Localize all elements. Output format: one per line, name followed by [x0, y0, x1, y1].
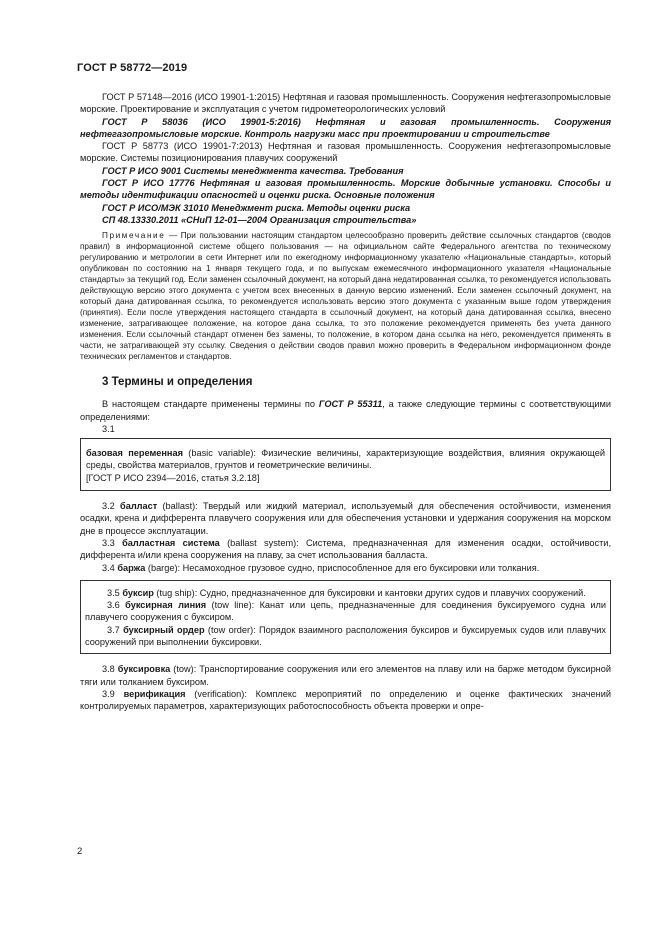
- term-3-4: 3.4 баржа (barge): Несамоходное грузовое судно, приспособленное для его буксировки или толкания.: [102, 562, 540, 573]
- term-name: буксировка: [117, 664, 171, 675]
- page-number: 2: [77, 846, 83, 857]
- reference-gost-58773: ГОСТ Р 58773 (ИСО 19901-7:2013) Нефтяная и газовая промышленность. Сооружения нефтегазопромысловые морские. Системы позиционирования плавучих сооружений: [80, 141, 611, 164]
- reference-gost-57148: ГОСТ Р 57148—2016 (ИСО 19901-1:2015) Нефтяная и газовая промышленность. Сооружения нефтегазопромысловые морские. Проектирование и эксплуатация с учетом гидрометеорологических условий: [80, 92, 611, 115]
- reference-gost-58036: ГОСТ Р 58036 (ИСО 19901-5:2016) Нефтяная и газовая промышленность. Сооружения нефтегазопромысловые морские. Контроль нагрузки масс при проектировании и строительстве: [80, 116, 611, 139]
- term-definition: (verification): Комплекс мероприятий по определению и оценке фактических значений контролируемых параметров, характеризующих работоспособность объекта проверки и опре-: [80, 688, 611, 712]
- section-intro: В настоящем стандарте применены термины по ГОСТ Р 55311, а также следующие термины с соответствующими определениями:: [80, 399, 611, 422]
- term-3-2: 3.2 балласт (ballast): Твердый или жидкий материал, используемый для обеспечения остойчивости, изменения осадки, крена и дифферента плавучего сооружения или для обеспечения установки и удержания сооружения на морском дне в процессе эксплуатации.: [80, 501, 611, 536]
- term-box-3-1: [80, 438, 611, 491]
- term-3-7: 3.7 буксирный ордер (tow order): Порядок взаимного расположения буксиров и буксируемых судов или плавучих сооружений при выполнении буксировки.: [85, 624, 607, 648]
- term-name: буксирная линия: [125, 600, 207, 611]
- term-3-1: [86, 447, 605, 472]
- term-definition: (tow order): Порядок взаимного расположения буксиров и буксируемых судов или плавучих сооружений при выполнении буксировки.: [85, 624, 607, 648]
- term-name: верификация: [123, 688, 186, 699]
- term-3-5: 3.5 буксир (tug ship): Судно, предназначенное для буксировки и кантовки других судов и плавучих сооружений.: [107, 587, 586, 598]
- section-title: 3 Термины и определения: [102, 376, 253, 389]
- term-3-3: 3.3 балластная система (ballast system): Система, предназначенная для изменения осадки, остойчивости, дифферента и/или крена сооружения на плаву, за счет использования балласта.: [80, 537, 611, 561]
- term-definition: (barge): Несамоходное грузовое судно, приспособленное для его буксировки или толкания.: [145, 562, 540, 573]
- term-name: базовая переменная: [86, 448, 183, 459]
- reference-iso-17776: ГОСТ Р ИСО 17776 Нефтяная и газовая промышленность. Морские добычные установки. Способы и методы идентификации опасностей и оценки риска. Основные положения: [80, 178, 611, 201]
- reference-sp-48: СП 48.13330.2011 «СНиП 12-01—2004 Организация строительства»: [102, 214, 417, 225]
- term-box-3-5-3-7: [80, 580, 611, 654]
- document-header-id: ГОСТ Р 58772—2019: [77, 62, 188, 74]
- term-name: балласт: [120, 501, 158, 512]
- term-name: баржа: [117, 562, 146, 573]
- term-definition: (tow): Транспортирование сооружения или его элементов на плаву или на барже методом буксирной тяги или толканием буксиром.: [80, 664, 611, 687]
- term-definition: (ballast): Твердый или жидкий материал, используемый для обеспечения остойчивости, изменения осадки, крена и дифферента плавучего сооружения или для обеспечения установки и удержания сооружения на морском дне в процессе эксплуатации.: [80, 501, 611, 536]
- term-definition: (ballast system): Система, предназначенная для изменения осадки, остойчивости, дифферента и/или крена сооружения на плаву, за счет использования балласта.: [80, 537, 611, 561]
- term-definition: (basic variable): Физические величины, характеризующие воздействия, влияния окружающей среды, свойства материалов, грунтов и геометрические величины.: [86, 448, 605, 471]
- term-definition: (tow line): Канат или цепь, предназначенные для соединения буксируемого судна или плавучего сооружения с буксиром.: [85, 600, 607, 623]
- term-name: балластная система: [122, 537, 220, 548]
- note-text: — При пользовании настоящим стандартом целесообразно проверить действие ссылочных стандартов (сводов правил) в информационной системе общего пользования — на официальном сайте Федерального агентства по техническому регулированию и метрологии в сети Интернет или по ежегодному информационному указателю «Национальные стандарты», который опубликован по состоянию на 1 января текущего года, и по выпускам ежемесячного информационного указателя «Национальные стандарты» за текущий год. Если заменен ссылочный документ, на который дана недатированная ссылка, то рекомендуется использовать действующую версию этого документа с учетом всех внесенных в данную версию изменений. Если заменен ссылочный документ, на который дана датированная ссылка, то рекомендуется использовать версию этого документа с указанным выше годом утверждения (принятия). Если после утверждения настоящего стандарта в ссылочный документ, на который дана датированная ссылка, внесено изменение, затрагивающее положение, на которое дана ссылка, то это положение рекомендуется применять без учета данного изменения. Если ссылочный стандарт отменен без замены, то положение, в котором дана ссылка на него, рекомендуется применять в части, не затрагивающей эту ссылку. Сведения о действии сводов правил можно проверить в Федеральном информационном фонде технических регламентов и стандартов.: [80, 231, 611, 362]
- reference-iso-9001: ГОСТ Р ИСО 9001 Системы менеджмента качества. Требования: [102, 165, 404, 176]
- page-content: [80, 91, 611, 713]
- term-3-6: 3.6 буксирная линия (tow line): Канат или цепь, предназначенные для соединения буксируемого судна или плавучего сооружения с буксиром.: [85, 600, 607, 623]
- note-label: Примечание: [102, 231, 166, 241]
- term-definition: (tug ship): Судно, предназначенное для буксировки и кантовки других судов и плавучих сооружений.: [153, 587, 586, 598]
- reference-iec-31010: ГОСТ Р ИСО/МЭК 31010 Менеджмент риска. Методы оценки риска: [102, 202, 411, 213]
- term-number-3-1: 3.1: [102, 423, 115, 434]
- term-3-9: 3.9 верификация (verification): Комплекс мероприятий по определению и оценке фактических значений контролируемых параметров, характеризующих работоспособность объекта проверки и опре-: [80, 688, 611, 712]
- term-source: [ГОСТ Р ИСО 2394—2016, статья 3.2.18]: [86, 472, 260, 483]
- term-name: буксирный ордер: [123, 624, 205, 635]
- term-name: буксир: [122, 587, 154, 598]
- note-paragraph: [80, 230, 611, 362]
- intro-reference: ГОСТ Р 55311: [318, 399, 383, 410]
- term-3-8: 3.8 буксировка (tow): Транспортирование сооружения или его элементов на плаву или на барже методом буксирной тяги или толканием буксиром.: [80, 664, 611, 687]
